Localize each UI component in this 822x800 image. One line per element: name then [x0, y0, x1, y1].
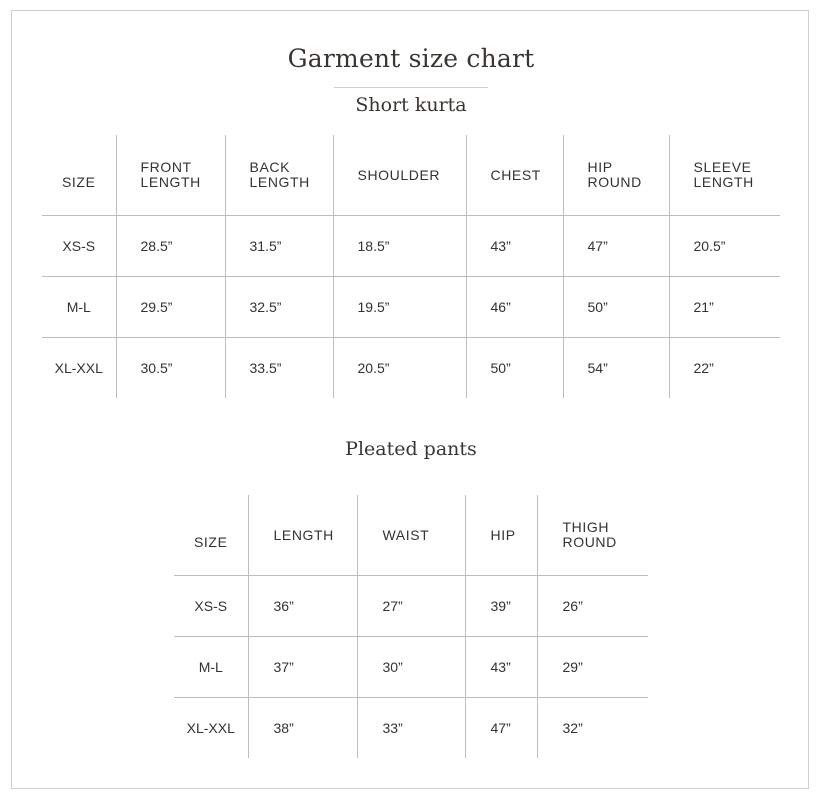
table-cell: 30” — [357, 637, 465, 698]
table-cell: 22” — [669, 338, 780, 399]
header-chest: CHEST — [466, 135, 563, 216]
pants-size-table — [174, 495, 648, 758]
table-cell: 29” — [537, 637, 648, 698]
table-cell: 47” — [465, 698, 537, 759]
header-back-length: BACK LENGTH — [225, 135, 333, 216]
table-cell: 43” — [465, 637, 537, 698]
table-cell: 19.5” — [333, 277, 466, 338]
table-cell: XS-S — [42, 216, 116, 277]
table-row — [174, 637, 648, 698]
header-length: LENGTH — [248, 495, 357, 576]
table-cell: 29.5” — [116, 277, 225, 338]
table-cell: 46” — [466, 277, 563, 338]
table-cell: 20.5” — [333, 338, 466, 399]
table-header-row — [174, 495, 648, 576]
pants-section-title: Pleated pants — [345, 438, 477, 460]
table-row — [42, 277, 780, 338]
table-cell: 18.5” — [333, 216, 466, 277]
kurta-section-title: Short kurta — [355, 94, 467, 116]
kurta-size-table — [42, 135, 780, 398]
table-cell: 43” — [466, 216, 563, 277]
table-cell: 26” — [537, 576, 648, 637]
header-thigh-round: THIGH ROUND — [537, 495, 648, 576]
table-cell: 32” — [537, 698, 648, 759]
table-cell: 39” — [465, 576, 537, 637]
table-cell: 38” — [248, 698, 357, 759]
table-cell: M-L — [174, 637, 248, 698]
table-cell: 33” — [357, 698, 465, 759]
table-cell: 32.5” — [225, 277, 333, 338]
table-cell: 50” — [466, 338, 563, 399]
table-cell: XL-XXL — [54, 360, 103, 376]
header-waist: WAIST — [357, 495, 465, 576]
table-cell: XL-XXL — [186, 720, 235, 736]
table-cell: 47” — [563, 216, 669, 277]
table-cell: 27” — [357, 576, 465, 637]
header-shoulder: SHOULDER — [333, 135, 466, 216]
table-cell: 54” — [563, 338, 669, 399]
header-size: SIZE — [174, 495, 248, 576]
table-cell: 20.5” — [669, 216, 780, 277]
table-cell: 31.5” — [225, 216, 333, 277]
header-hip-round: HIP ROUND — [563, 135, 669, 216]
header-front-length: FRONT LENGTH — [116, 135, 225, 216]
table-header-row — [42, 135, 780, 216]
table-row — [42, 338, 780, 399]
table-cell: 30.5” — [116, 338, 225, 399]
header-sleeve-length: SLEEVE LENGTH — [669, 135, 780, 216]
table-cell: 33.5” — [225, 338, 333, 399]
table-cell: 21” — [669, 277, 780, 338]
table-cell: 37” — [248, 637, 357, 698]
table-cell: 50” — [563, 277, 669, 338]
table-row — [42, 216, 780, 277]
table-cell: M-L — [42, 277, 116, 338]
title-divider — [334, 87, 488, 88]
table-cell: XS-S — [174, 576, 248, 637]
table-row — [174, 698, 648, 759]
table-cell: 28.5” — [116, 216, 225, 277]
header-size: SIZE — [42, 135, 116, 216]
header-hip: HIP — [465, 495, 537, 576]
table-cell: 36” — [248, 576, 357, 637]
page-title: Garment size chart — [287, 44, 535, 73]
table-row — [174, 576, 648, 637]
